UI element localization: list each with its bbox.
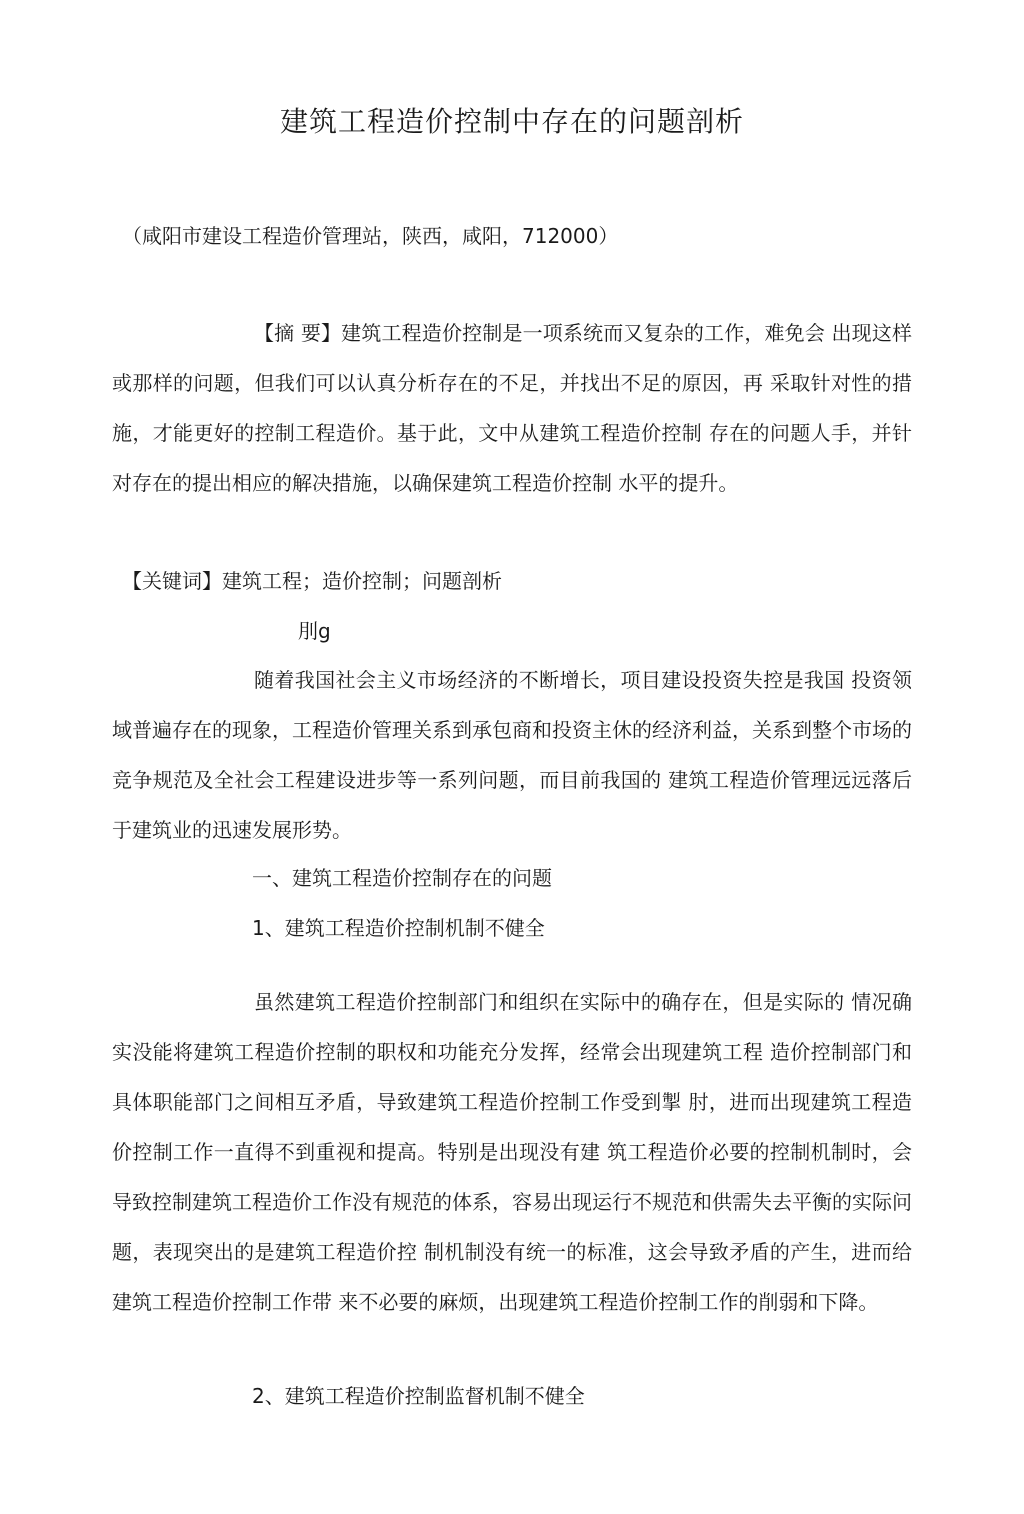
author-affiliation: （咸阳市建设工程造价管理站，陕西，咸阳，712000） [122, 224, 619, 248]
intro-paragraph: 随着我国社会主义市场经济的不断增长，项目建设投资失控是我国 投资领域普遍存在的现象，工程造价管理关系到承包商和投资主休的经济利益，关系到整个市场的竞争规范及全社会工程建设进步等一系列问题，而目前我国的 建筑工程造价管理远远落后于建筑业的迅速发展形势。 [112, 668, 912, 842]
subsection-1-heading: 1、建筑工程造价控制机制不健全 [252, 916, 545, 940]
subsection-2-heading: 2、建筑工程造价控制监督机制不健全 [252, 1384, 585, 1408]
abstract-paragraph: 【摘 要】建筑工程造价控制是一项系统而又复杂的工作，难免会 出现这样或那样的问题，但我们可以认真分析存在的不足，并找出不足的原因，再 采取针对性的措施，才能更好的控制工程造价。基于此，文中从建筑工程造价控制 存在的问题人手，并针对存在的提出相应的解决措施，以确保建筑工程造价控制 水平的提升。 [112, 321, 912, 495]
keywords-line: 【关键词】建筑工程；造价控制；问题剖析 [122, 569, 502, 593]
document-title: 建筑工程造价控制中存在的问题剖析 [279, 105, 744, 138]
preface-heading: 刖g [298, 619, 331, 643]
subsection-1-paragraph: 虽然建筑工程造价控制部门和组织在实际中的确存在，但是实际的 情况确实没能将建筑工程造价控制的职权和功能充分发挥，经常会出现建筑工程 造价控制部门和具体职能部门之间相互矛盾，导致建筑工程造价控制工作受到掣 肘，进而出现建筑工程造价控制工作一直得不到重视和提高。特别是出现没有建 筑工程造价必要的控制机制时，会导致控制建筑工程造价工作没有规范的体系，容易出现运行不规范和供需失去平衡的实际问题，表现突出的是建筑工程造价控 制机制没有统一的标准，这会导致矛盾的产生，进而给建筑工程造价控制工作带 来不必要的麻烦，出现建筑工程造价控制工作的削弱和下降。 [112, 990, 912, 1314]
section-1-heading: 一、建筑工程造价控制存在的问题 [252, 866, 552, 890]
